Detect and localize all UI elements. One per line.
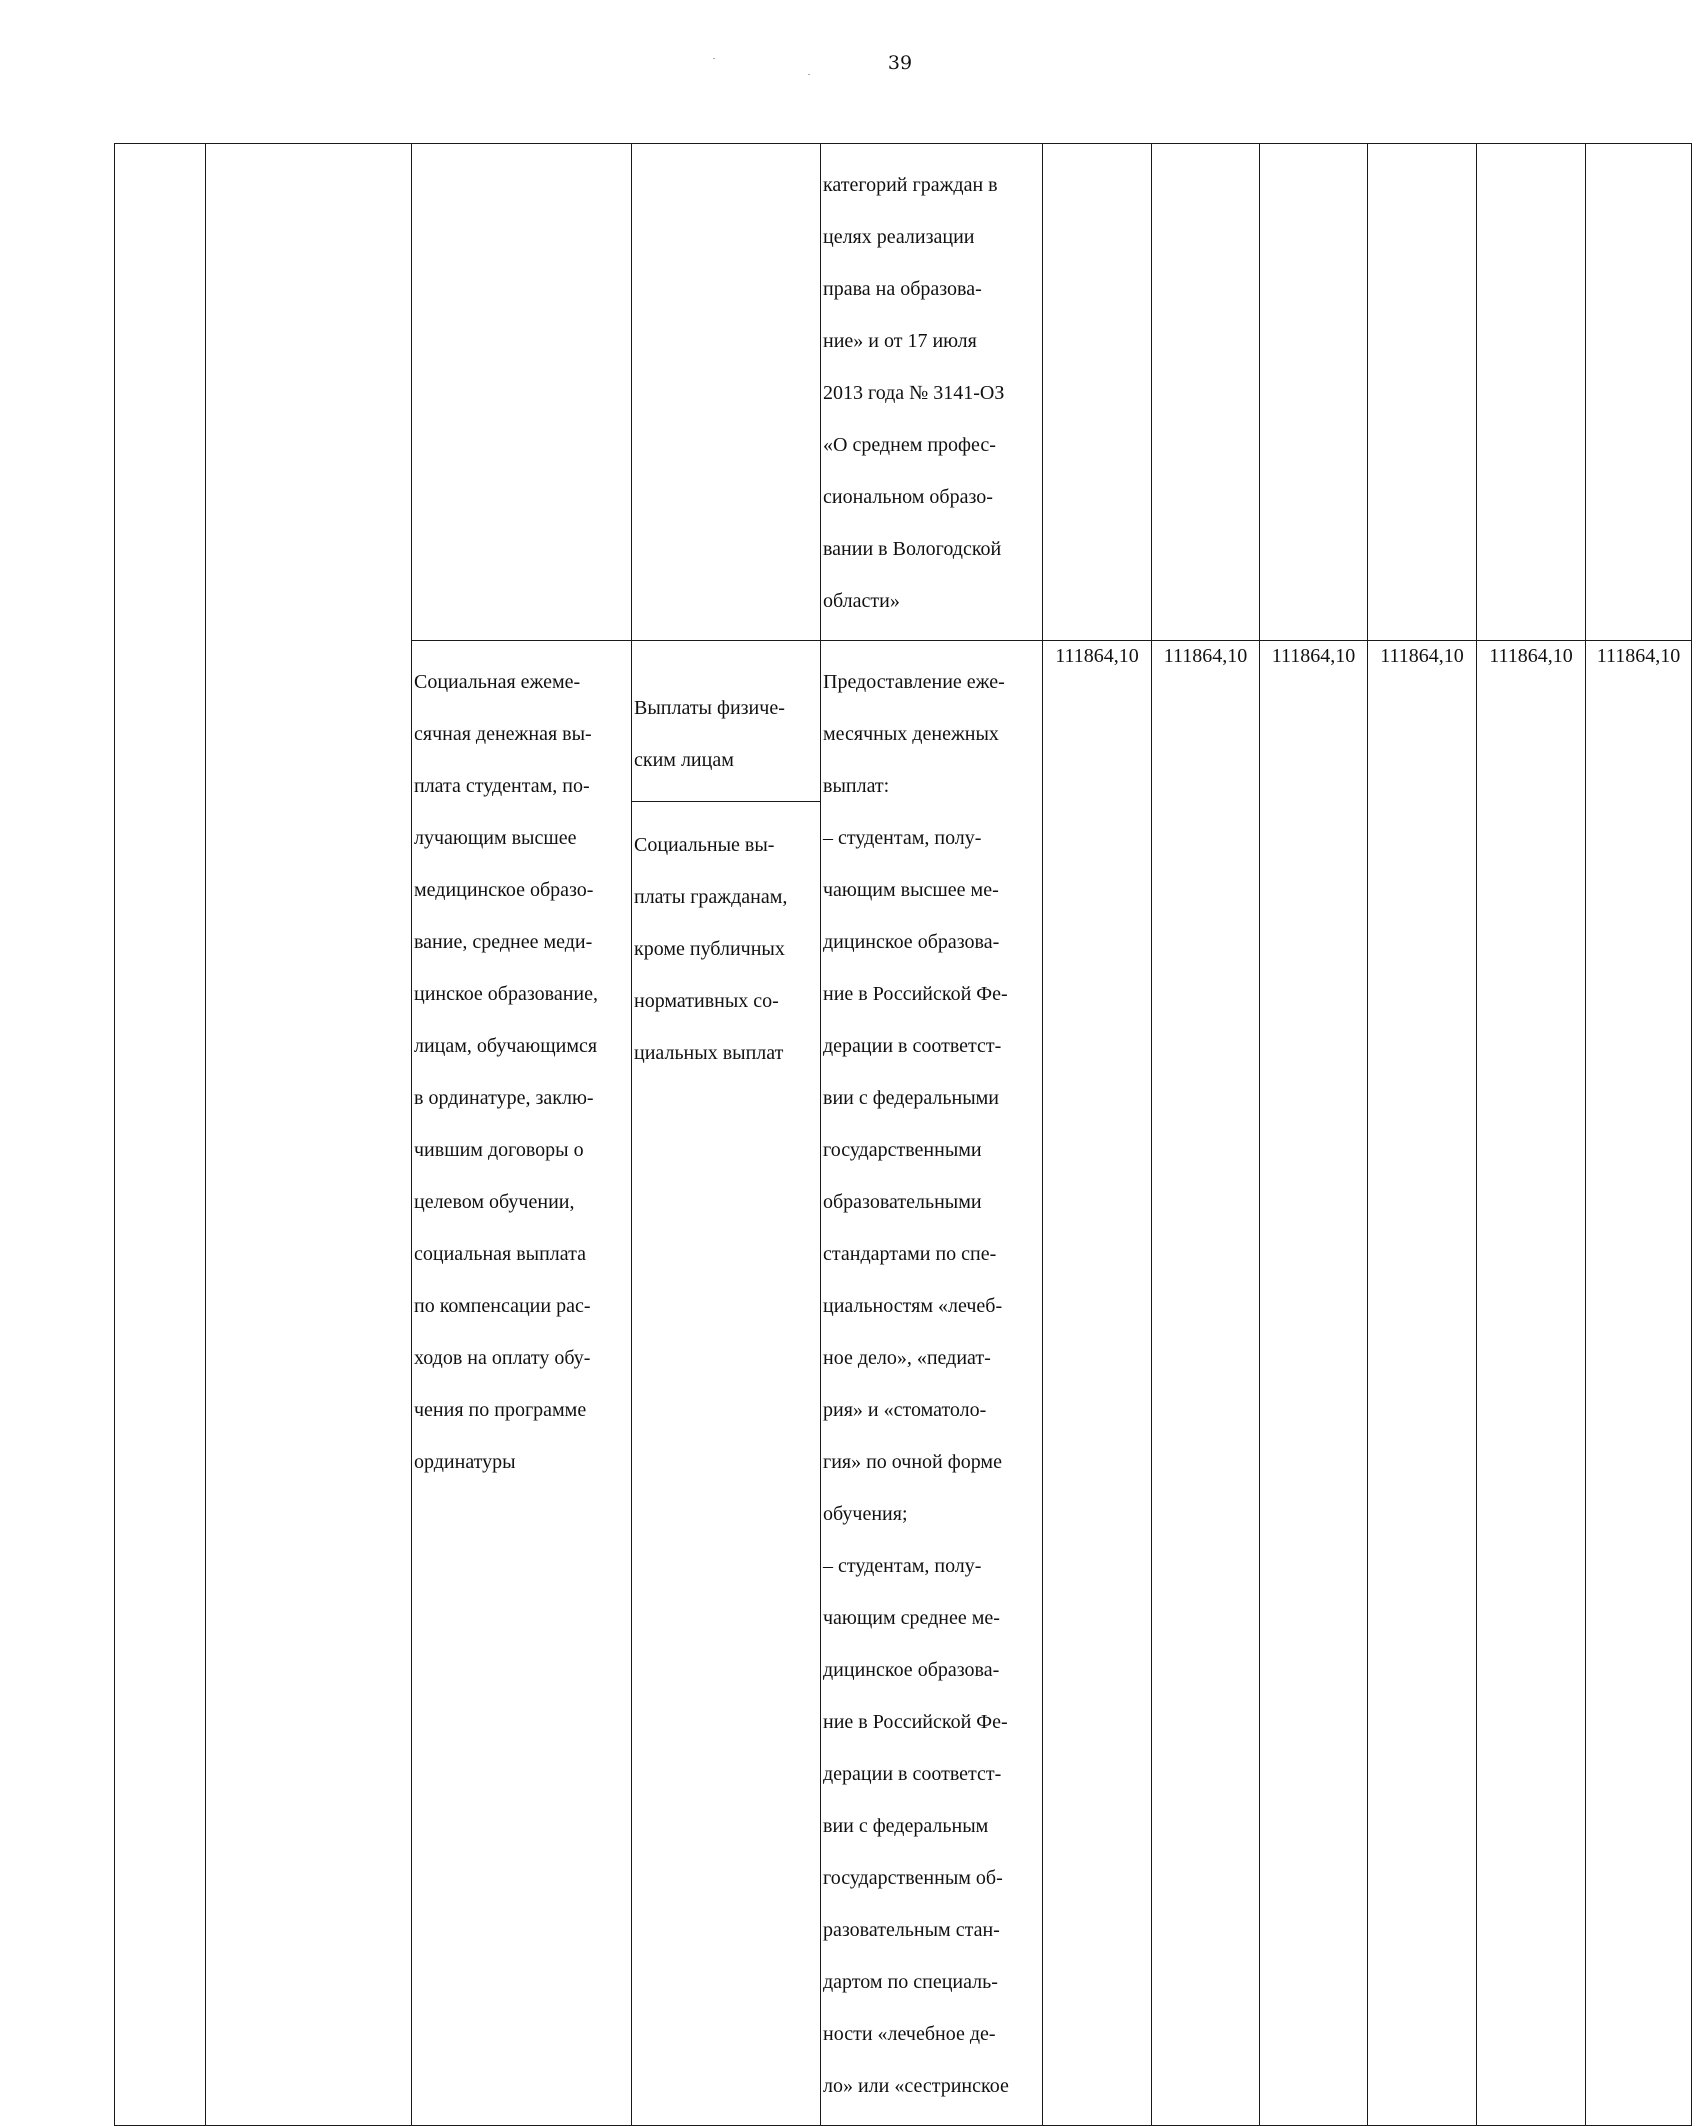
text-line: социальная выплата xyxy=(414,1243,587,1265)
table-row-legal-basis-continuation xyxy=(115,144,1692,641)
text-line: 2013 года № 3141-ОЗ xyxy=(823,382,1005,404)
text-line: Социальная ежеме- xyxy=(414,671,581,693)
cell-empty xyxy=(1368,144,1477,641)
text-line: нормативных со- xyxy=(634,990,779,1012)
text-line: сиональном образо- xyxy=(823,486,993,508)
text-line: Выплаты физиче- xyxy=(634,697,785,719)
text-line: вание, среднее меди- xyxy=(414,931,593,953)
scan-speck xyxy=(808,74,810,75)
text-line: государственными xyxy=(823,1139,982,1161)
cell-amount: 111864,10 xyxy=(1368,641,1477,2126)
text-line: чающим высшее ме- xyxy=(823,879,999,901)
text-line: вии с федеральным xyxy=(823,1815,989,1837)
text-line: медицинское образо- xyxy=(414,879,594,901)
text-line: гия» по очной форме xyxy=(823,1451,1002,1473)
text-line: чившим договоры о xyxy=(414,1139,584,1161)
cell-amount: 111864,10 xyxy=(1043,641,1152,2126)
text-line: ло» или «сестринское xyxy=(823,2075,1009,2097)
text-line: – студентам, полу- xyxy=(823,827,982,849)
budget-table xyxy=(114,143,1692,2126)
text-line: по компенсации рас- xyxy=(414,1295,591,1317)
expense-type-top xyxy=(632,669,820,802)
text-line: дерации в соответст- xyxy=(823,1763,1002,1785)
text-line: цинское образование, xyxy=(414,983,598,1005)
text-line: ским лицам xyxy=(634,749,734,771)
cell-amount: 111864,10 xyxy=(1586,641,1692,2126)
text-line: ное дело», «педиат- xyxy=(823,1347,991,1369)
text-line: лицам, обучающимся xyxy=(414,1035,598,1057)
cell-empty xyxy=(1586,144,1692,641)
text-line: циальностям «лечеб- xyxy=(823,1295,1003,1317)
cell-amount: 111864,10 xyxy=(1260,641,1368,2126)
text-line: чения по программе xyxy=(414,1399,587,1421)
text-line: ности «лечебное де- xyxy=(823,2023,996,2045)
text-line: ние» и от 17 июля xyxy=(823,330,977,352)
text-line: «О среднем профес- xyxy=(823,434,996,456)
cell-empty xyxy=(632,144,821,641)
cell-amount: 111864,10 xyxy=(1477,641,1586,2126)
text-line: сячная денежная вы- xyxy=(414,723,592,745)
text-line: Социальные вы- xyxy=(634,834,775,856)
cell-empty xyxy=(1043,144,1152,641)
text-line: права на образова- xyxy=(823,278,982,300)
cell-empty xyxy=(115,144,206,2126)
text-line: – студентам, полу- xyxy=(823,1555,982,1577)
text-line: категорий граждан в xyxy=(823,174,998,196)
cell-measure-name xyxy=(412,641,632,2126)
text-line: ние в Российской Фе- xyxy=(823,1711,1008,1733)
text-line: целевом обучении, xyxy=(414,1191,575,1213)
cell-amount: 111864,10 xyxy=(1152,641,1260,2126)
text-line: вии с федеральными xyxy=(823,1087,1000,1109)
text-line: циальных выплат xyxy=(634,1042,784,1064)
text-line: дартом по специаль- xyxy=(823,1971,998,1993)
text-line: лучающим высшее xyxy=(414,827,577,849)
text-line: обучения; xyxy=(823,1503,908,1525)
text-line: области» xyxy=(823,590,900,612)
text-line: ординатуры xyxy=(414,1451,516,1473)
text-line: рия» и «стоматоло- xyxy=(823,1399,987,1421)
text-line: вании в Вологодской xyxy=(823,538,1002,560)
text-line: разовательным стан- xyxy=(823,1919,1000,1941)
text-line: плата студентам, по- xyxy=(414,775,590,797)
cell-description xyxy=(821,641,1043,2126)
text-line: ходов на оплату обу- xyxy=(414,1347,591,1369)
text-line: выплат: xyxy=(823,775,890,797)
text-line: месячных денежных xyxy=(823,723,999,745)
text-line: дицинское образова- xyxy=(823,1659,1000,1681)
text-line: целях реализации xyxy=(823,226,975,248)
cell-empty xyxy=(206,144,412,2126)
cell-expense-type xyxy=(632,641,821,2126)
text-line: кроме публичных xyxy=(634,938,785,960)
text-line: дицинское образова- xyxy=(823,931,1000,953)
cell-empty xyxy=(412,144,632,641)
text-line: в ординатуре, заклю- xyxy=(414,1087,594,1109)
cell-empty xyxy=(1477,144,1586,641)
text-line: чающим среднее ме- xyxy=(823,1607,1000,1629)
text-line: дерации в соответст- xyxy=(823,1035,1002,1057)
text-line: Предоставление еже- xyxy=(823,671,1005,693)
text-line: государственным об- xyxy=(823,1867,1003,1889)
text-line: ние в Российской Фе- xyxy=(823,983,1008,1005)
cell-legal-basis xyxy=(821,144,1043,641)
text-line: стандартами по спе- xyxy=(823,1243,997,1265)
page-number: 39 xyxy=(887,52,913,74)
cell-empty xyxy=(1260,144,1368,641)
text-line: платы гражданам, xyxy=(634,886,788,908)
text-line: образовательными xyxy=(823,1191,982,1213)
cell-empty xyxy=(1152,144,1260,641)
scan-speck xyxy=(713,58,715,59)
